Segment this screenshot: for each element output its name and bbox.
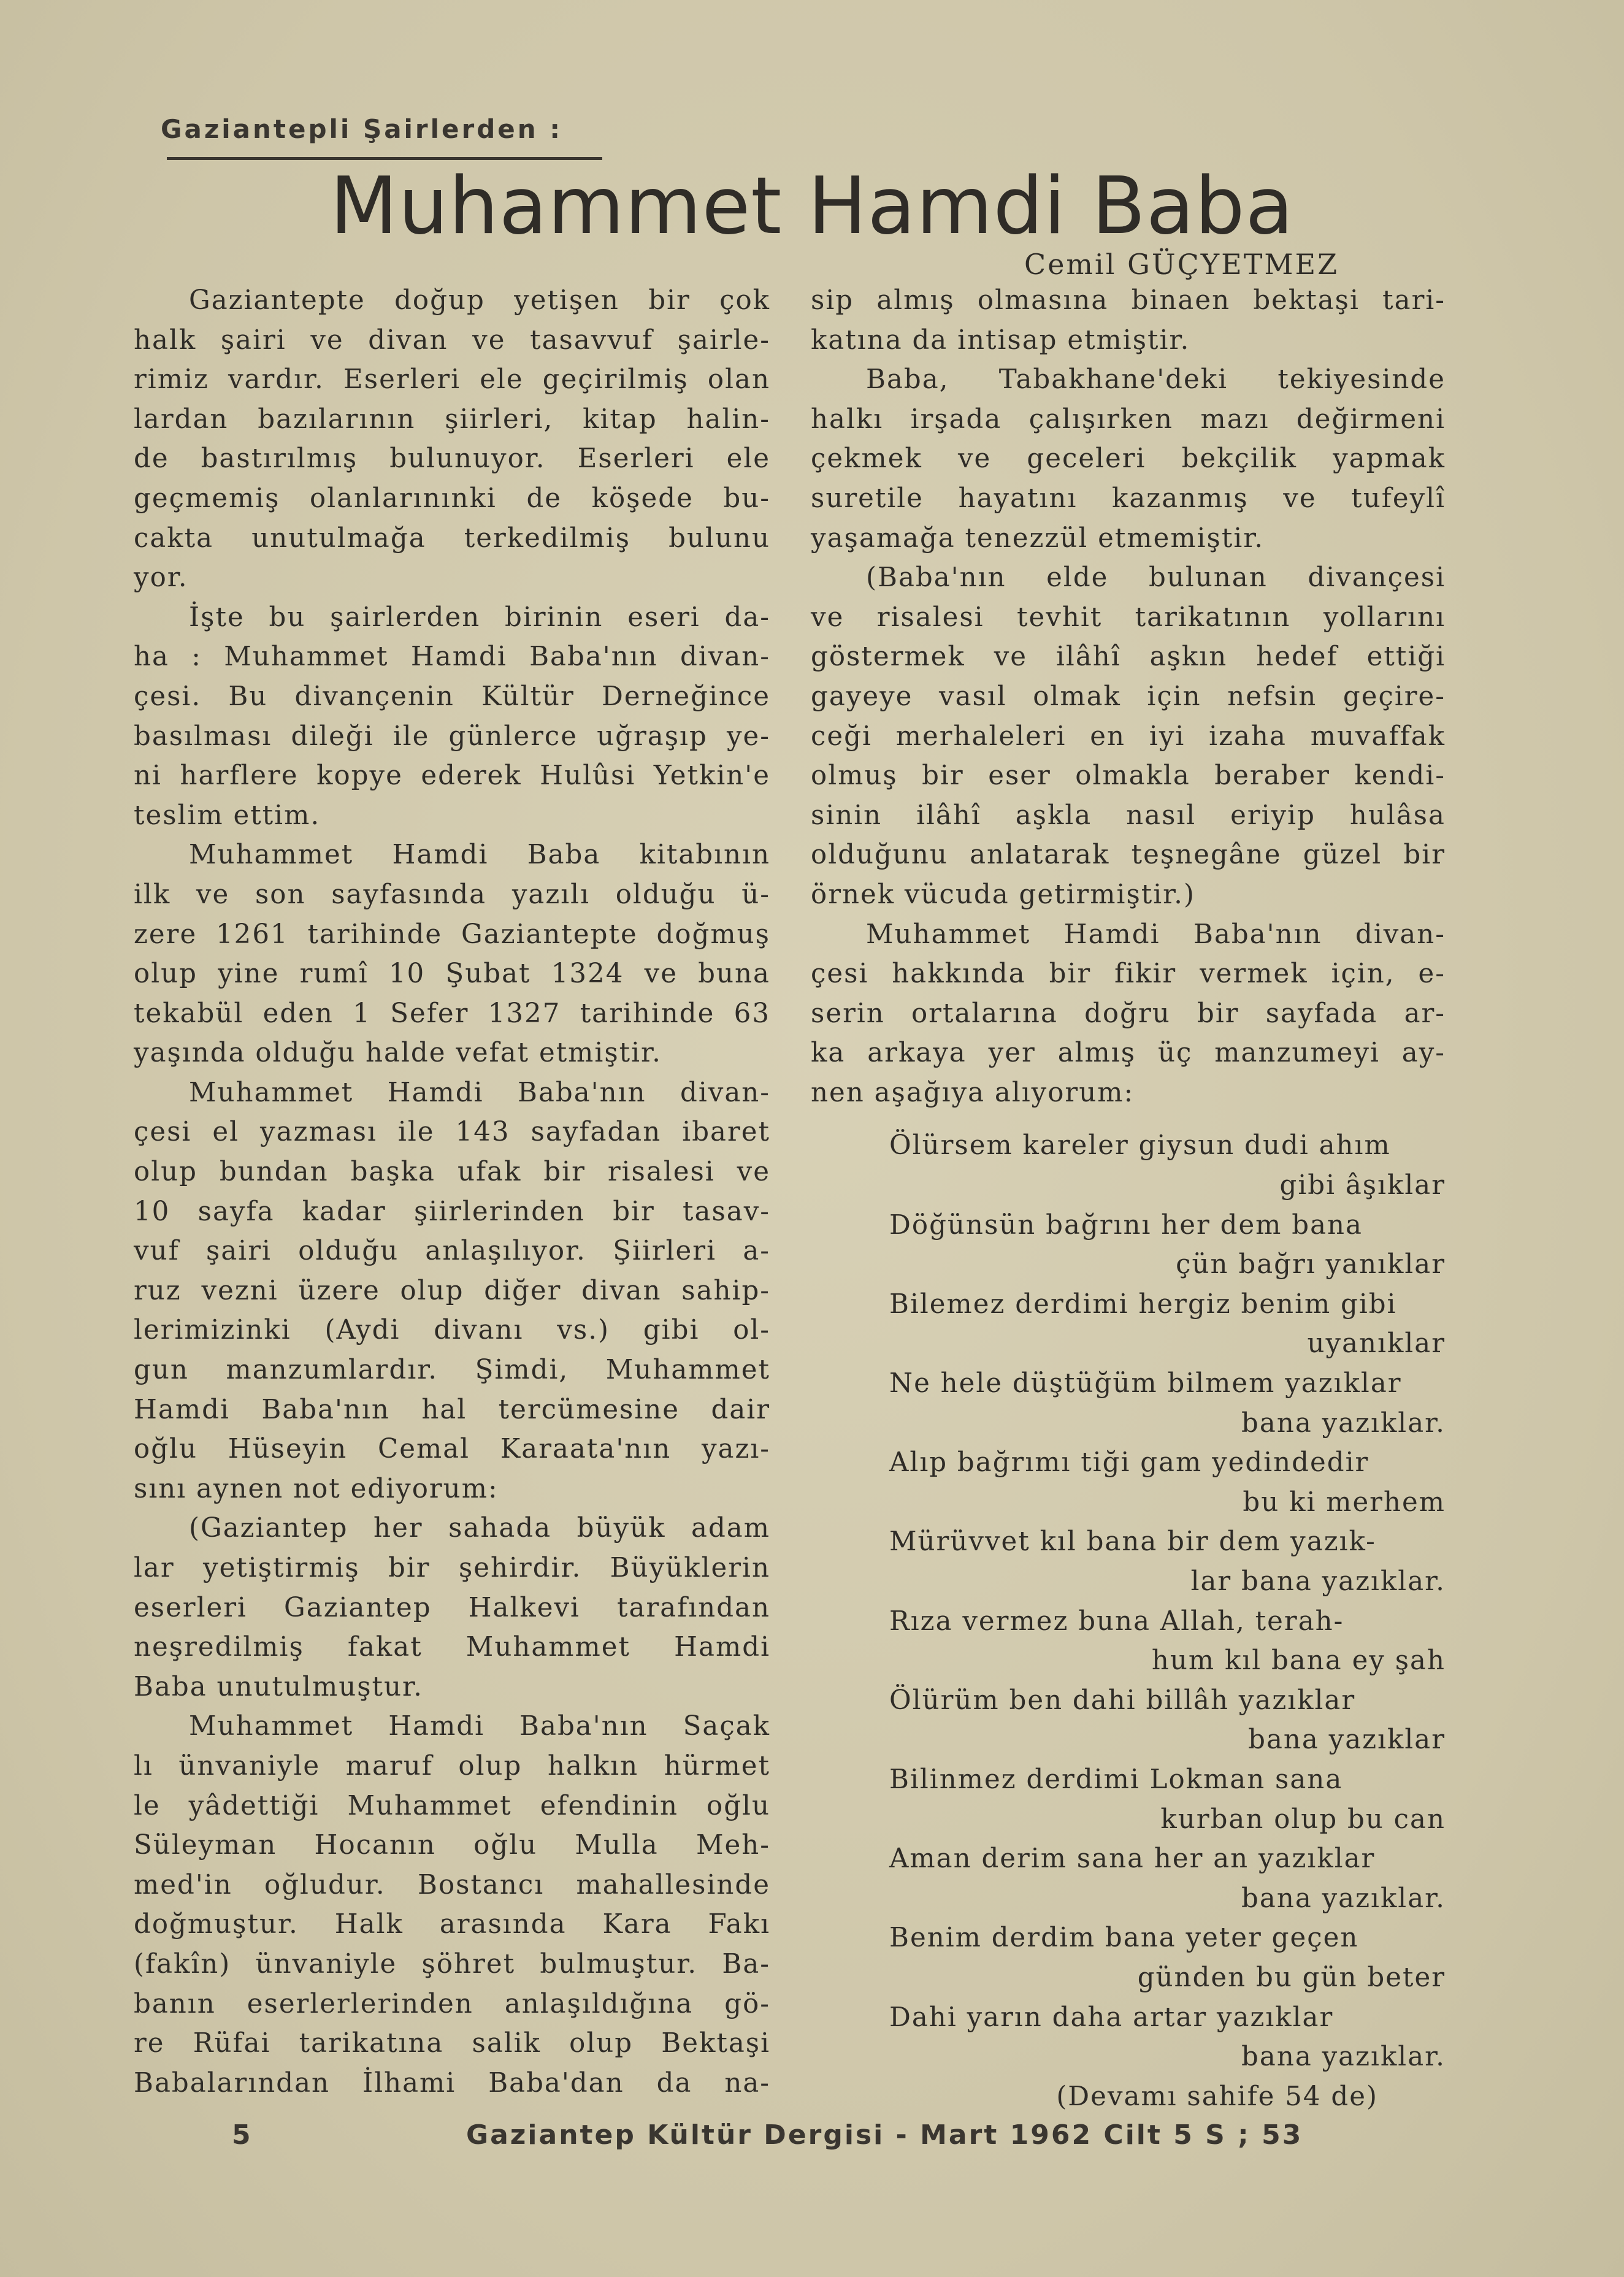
text-line: suretile hayatını kazanmış ve tufeylî: [811, 483, 1446, 514]
right-column: [811, 281, 1446, 2116]
poem-line: Ölürüm ben dahi billâh yazıklar: [889, 1685, 1356, 1716]
text-line: halk şairi ve divan ve tasavvuf şairle-: [134, 324, 770, 356]
text-line: Gaziantepte doğup yetişen bir çok: [189, 285, 770, 316]
text-line: yaşamağa tenezzül etmemiştir.: [811, 522, 1265, 554]
poem-line: hum kıl bana ey şah: [1151, 1645, 1446, 1677]
text-line: olup yine rumî 10 Şubat 1324 ve buna: [134, 959, 770, 990]
text-line: zere 1261 tarihinde Gaziantepte doğmuş: [134, 919, 770, 950]
text-line: Babalarından İlhami Baba'dan da na-: [134, 2067, 770, 2099]
poem-line: Bilemez derdimi hergiz benim gibi: [889, 1288, 1397, 1320]
text-line: sip almış olmasına binaen bektaşi tari-: [811, 285, 1446, 316]
poem-line: çün bağrı yanıklar: [1176, 1249, 1446, 1280]
text-line: 10 sayfa kadar şiirlerinden bir tasav-: [134, 1196, 770, 1227]
poem-line: Bilinmez derdimi Lokman sana: [889, 1764, 1343, 1795]
text-line: gayeye vasıl olmak için nefsin geçire-: [811, 681, 1446, 712]
text-line: çekmek ve geceleri bekçilik yapmak: [811, 443, 1446, 475]
text-line: Muhammet Hamdi Baba'nın divan-: [189, 1077, 770, 1108]
poem-line: bana yazıklar.: [1241, 1407, 1446, 1439]
text-line: (Baba'nın elde bulunan divançesi: [866, 562, 1446, 594]
text-line: serin ortalarına doğru bir sayfada ar-: [811, 998, 1446, 1029]
text-line: teslim ettim.: [134, 800, 321, 831]
text-line: Baba, Tabakhane'deki tekiyesinde: [866, 364, 1446, 396]
text-line: ha : Muhammet Hamdi Baba'nın divan-: [134, 641, 770, 673]
poem-line: Rıza vermez buna Allah, terah-: [889, 1605, 1344, 1637]
text-line: örnek vücuda getirmiştir.): [811, 879, 1195, 910]
poem-line: uyanıklar: [1307, 1328, 1446, 1360]
left-column: [134, 281, 770, 2103]
text-line: olup bundan başka ufak bir risalesi ve: [134, 1157, 770, 1188]
text-line: neşredilmiş fakat Muhammet Hamdi: [134, 1632, 770, 1663]
text-line: olduğunu anlatarak teşnegâne güzel bir: [811, 840, 1446, 871]
text-line: halkı irşada çalışırken mazı değirmeni: [811, 404, 1446, 435]
text-line: (fakîn) ünvaniyle şöhret bulmuştur. Ba-: [134, 1948, 770, 1980]
text-line: sını aynen not ediyorum:: [134, 1473, 499, 1504]
text-line: nen aşağıya alıyorum:: [811, 1077, 1135, 1108]
text-line: cakta unutulmağa terkedilmiş bulunu: [134, 522, 770, 554]
text-line: ruz vezni üzere olup diğer divan sahip-: [134, 1275, 770, 1306]
text-line: banın eserlerlerinden anlaşıldığına gö-: [134, 1988, 770, 2019]
text-line: lı ünvaniyle maruf olup halkın hürmet: [134, 1750, 770, 1781]
poem-line: günden bu gün beter: [1137, 1962, 1446, 1993]
text-line: gun manzumlardır. Şimdi, Muhammet: [134, 1355, 770, 1386]
poem-line: Benim derdim bana yeter geçen: [889, 1923, 1359, 1954]
poem-line: Döğünsün bağrını her dem bana: [889, 1209, 1363, 1241]
text-line: yaşında olduğu halde vefat etmiştir.: [134, 1038, 662, 1069]
text-line: Muhammet Hamdi Baba kitabının: [189, 840, 770, 871]
poem-line: bu ki merhem: [1243, 1487, 1446, 1518]
text-line: çesi. Bu divançenin Kültür Derneğince: [134, 681, 770, 712]
text-line: ceği merhaleleri en iyi izaha muvaffak: [811, 721, 1446, 752]
poem-line: kurban olup bu can: [1160, 1804, 1446, 1835]
text-line: sinin ilâhî aşkla nasıl eriyip hulâsa: [811, 800, 1446, 831]
text-line: oğlu Hüseyin Cemal Karaata'nın yazı-: [134, 1434, 770, 1465]
text-line: göstermek ve ilâhî aşkın hedef ettiği: [811, 641, 1446, 673]
text-line: lerimizinki (Aydi divanı vs.) gibi ol-: [134, 1315, 770, 1346]
text-line: Muhammet Hamdi Baba'nın Saçak: [189, 1711, 770, 1742]
text-line: doğmuştur. Halk arasında Kara Fakı: [134, 1909, 770, 1940]
text-line: vuf şairi olduğu anlaşılıyor. Şiirleri a-: [134, 1236, 770, 1267]
text-line: lardan bazılarının şiirleri, kitap halin-: [134, 404, 770, 435]
poem-line: lar bana yazıklar.: [1190, 1566, 1446, 1597]
text-line: ka arkaya yer almış üç manzumeyi ay-: [811, 1038, 1446, 1069]
text-line: eserleri Gaziantep Halkevi tarafından: [134, 1592, 770, 1623]
text-line: lar yetiştirmiş bir şehirdir. Büyüklerin: [134, 1553, 770, 1583]
text-line: ve risalesi tevhit tarikatının yollarını: [811, 602, 1446, 633]
text-line: olmuş bir eser olmakla beraber kendi-: [811, 760, 1446, 792]
continued-note: (Devamı sahife 54 de): [1056, 2081, 1378, 2112]
text-line: (Gaziantep her sahada büyük adam: [189, 1513, 770, 1544]
text-line: Muhammet Hamdi Baba'nın divan-: [866, 919, 1446, 950]
page-number: 5: [232, 2119, 253, 2151]
text-line: Baba unutulmuştur.: [134, 1671, 423, 1702]
text-line: de bastırılmış bulunuyor. Eserleri ele: [134, 443, 770, 475]
poem-line: bana yazıklar.: [1241, 1883, 1446, 1914]
text-line: İşte bu şairlerden birinin eseri da-: [189, 602, 770, 633]
text-line: Hamdi Baba'nın hal tercümesine dair: [134, 1394, 770, 1425]
poem-line: Mürüvvet kıl bana bir dem yazık-: [889, 1526, 1376, 1558]
text-line: yor.: [134, 562, 188, 594]
poem-line: bana yazıklar: [1248, 1724, 1446, 1756]
text-line: tekabül eden 1 Sefer 1327 tarihinde 63: [134, 998, 770, 1029]
poem: [811, 1126, 1446, 2116]
poem-line: Dahi yarın daha artar yazıklar: [889, 2002, 1334, 2033]
poem-line: Alıp bağrımı tiği gam yedindedir: [889, 1447, 1369, 1479]
text-line: geçmemiş olanlarınınki de köşede bu-: [134, 483, 770, 514]
text-line: katına da intisap etmiştir.: [811, 324, 1190, 356]
text-line: ilk ve son sayfasında yazılı olduğu ü-: [134, 879, 770, 910]
poem-line: bana yazıklar.: [1241, 2042, 1446, 2073]
poem-line: Aman derim sana her an yazıklar: [889, 1843, 1376, 1875]
series-underline: [167, 157, 602, 160]
text-line: re Rüfai tarikatına salik olup Bektaşi: [134, 2028, 770, 2059]
journal-footer: Gaziantep Kültür Dergisi - Mart 1962 Cilt 5 S ; 53: [466, 2119, 1303, 2151]
text-line: rimiz vardır. Eserleri ele geçirilmiş olan: [134, 364, 770, 396]
text-line: basılması dileği ile günlerce uğraşıp ye-: [134, 721, 770, 752]
text-line: çesi hakkında bir fikir vermek için, e-: [811, 959, 1446, 990]
article-title: Muhammet Hamdi Baba: [330, 161, 1294, 252]
text-line: le yâdettiği Muhammet efendinin oğlu: [134, 1790, 770, 1821]
text-line: çesi el yazması ile 143 sayfadan ibaret: [134, 1117, 770, 1148]
poem-line: gibi âşıklar: [1279, 1170, 1446, 1201]
text-line: Süleyman Hocanın oğlu Mulla Meh-: [134, 1830, 770, 1861]
series-heading: Gaziantepli Şairlerden :: [161, 114, 563, 144]
text-line: ni harflere kopye ederek Hulûsi Yetkin'e: [134, 760, 770, 792]
poem-line: Ölürsem kareler giysun dudi ahım: [889, 1130, 1391, 1161]
poem-line: Ne hele düştüğüm bilmem yazıklar: [889, 1368, 1402, 1399]
article-author: Cemil GÜÇYETMEZ: [1024, 248, 1339, 281]
text-line: med'in oğludur. Bostancı mahallesinde: [134, 1869, 770, 1900]
